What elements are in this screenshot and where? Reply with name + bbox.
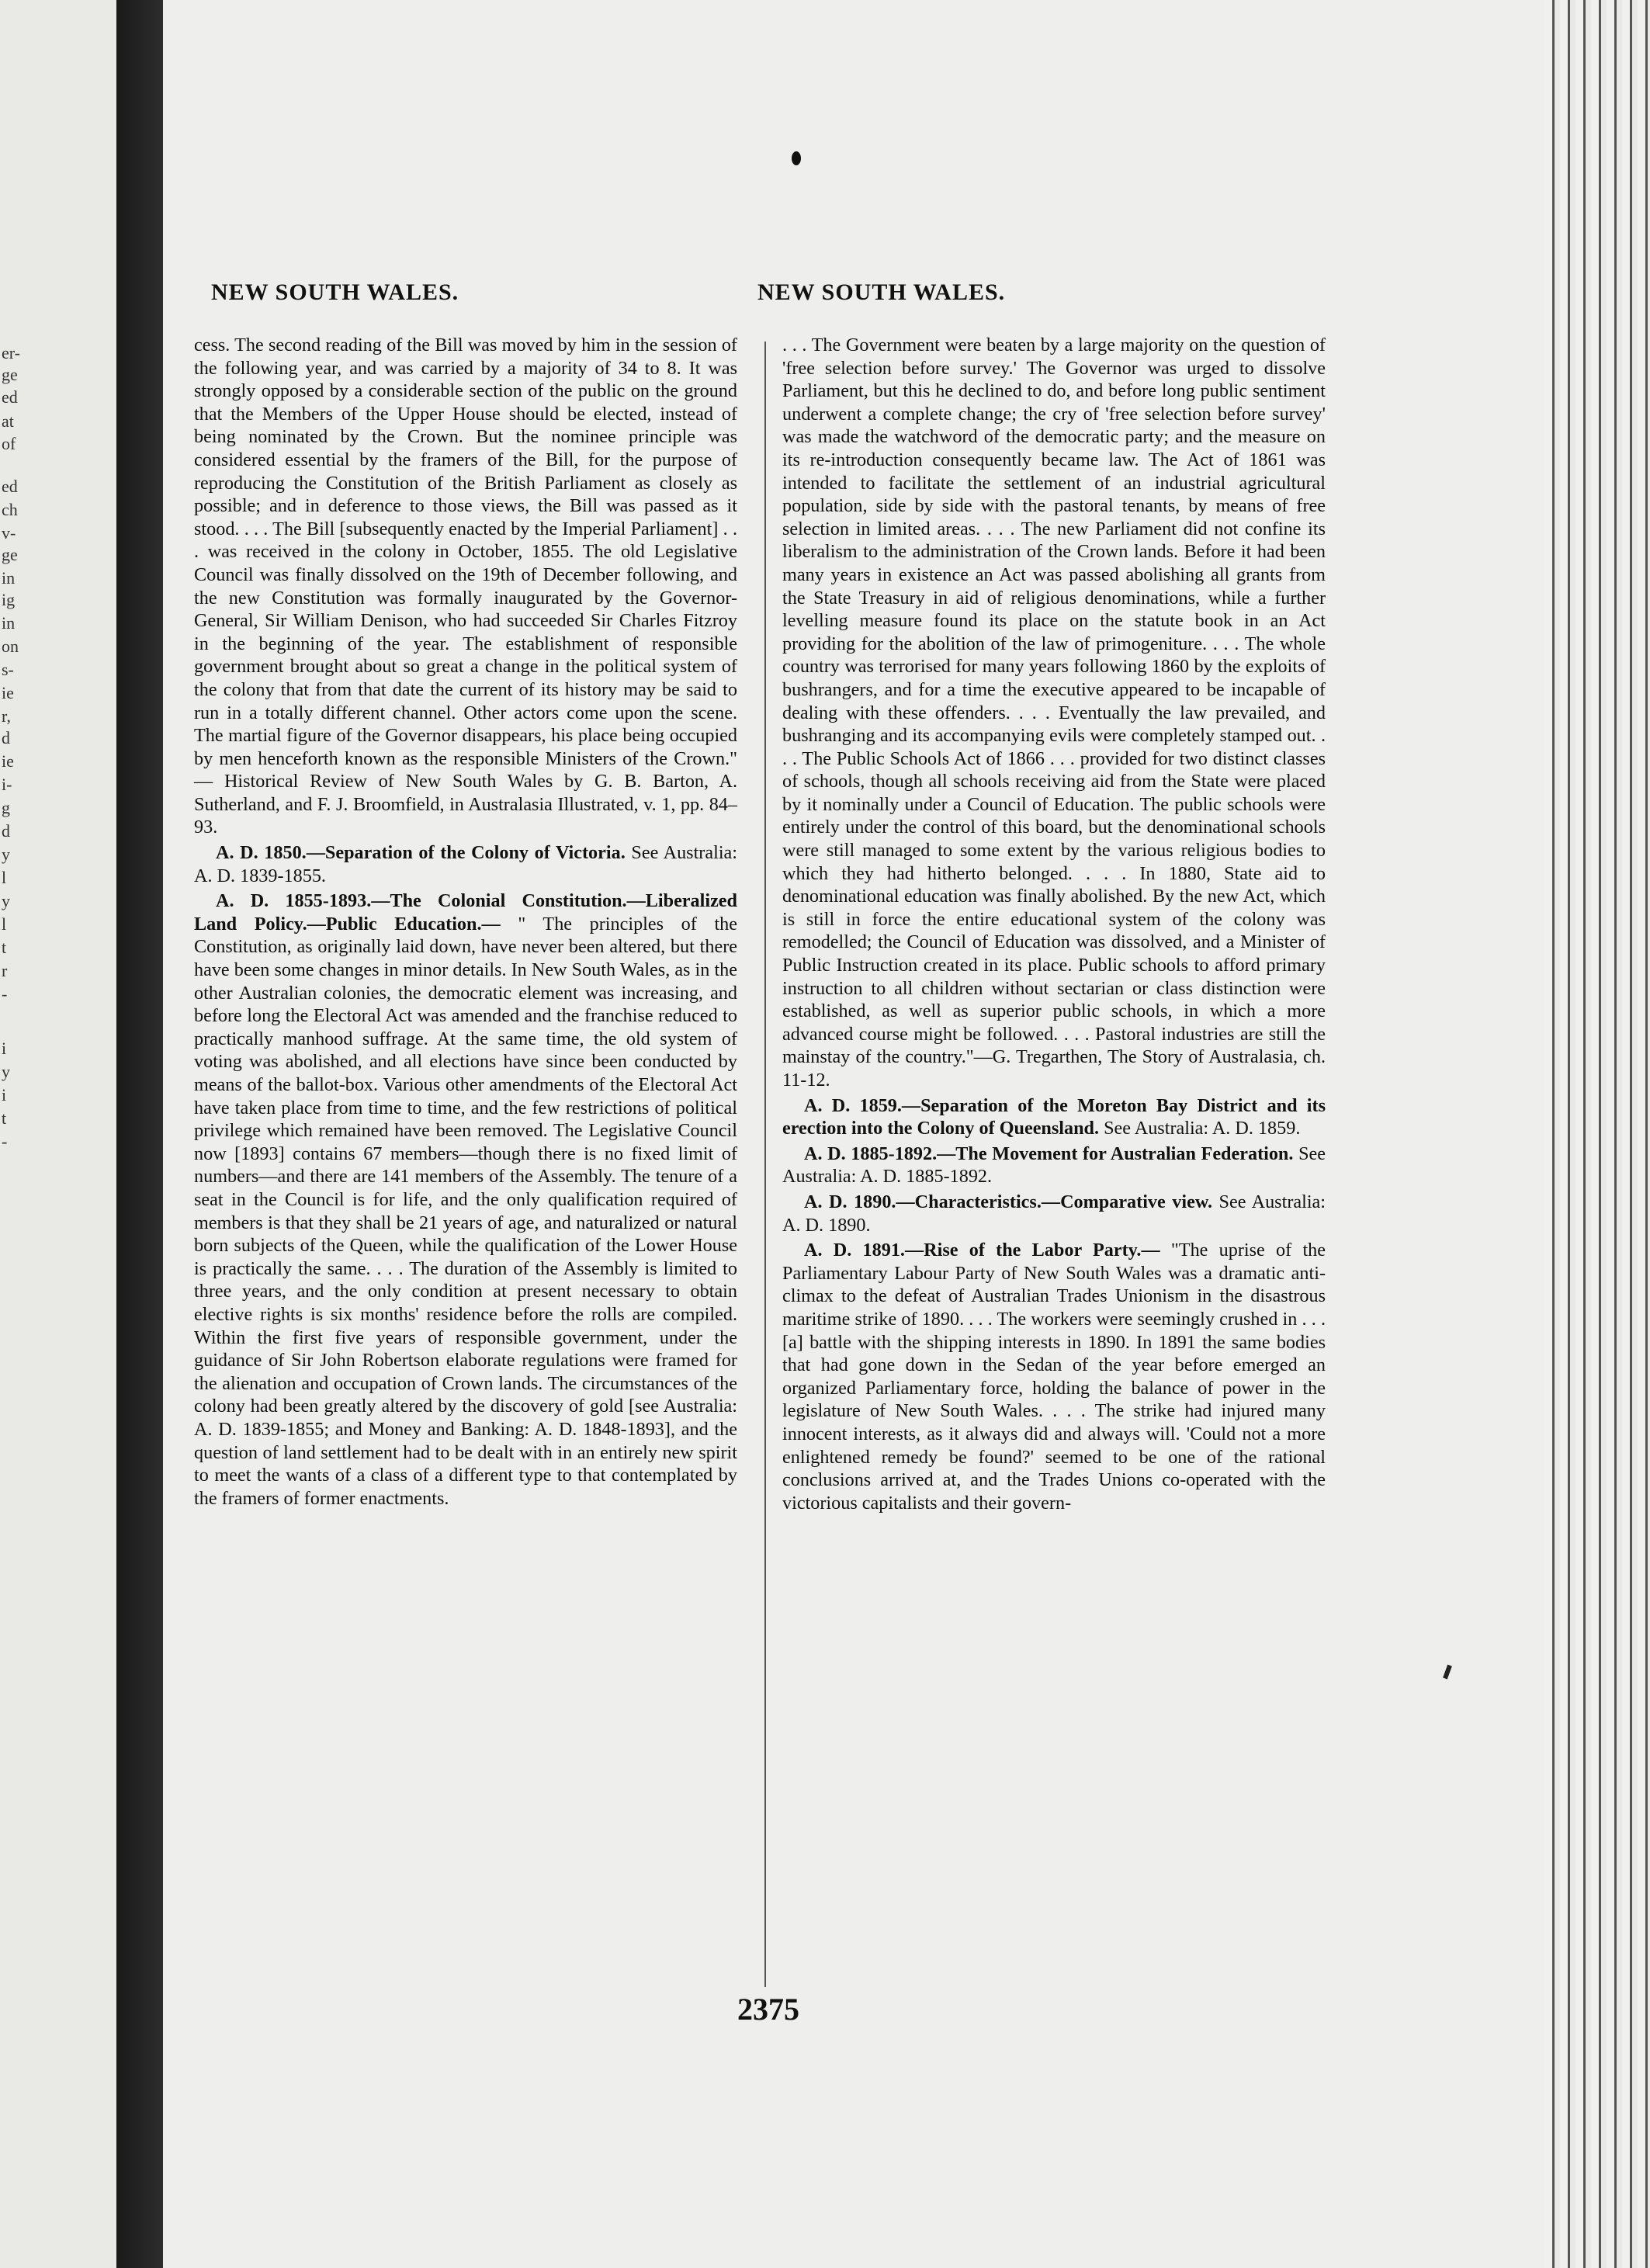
margin-fragment: r	[2, 961, 8, 980]
entry-text: " The principles of the Constitution, as originally laid down, have never been altered, but there have been some changes in minor details. In New South Wales, as in the other Australian colonies, the democratic element was increasing, and before long the Electoral Act was amended and the franchise reduced to practically manhood suffrage. At the same time, the old system of voting was abolished, and all elections have since been conducted by means of the ballot-box. Various other amendments of the Electoral Act have taken place from time to time, and the few restrictions of political privilege which remained have been removed. The Legislative Council now [1893] contains 67 members—though there is no fixed limit of numbers—and there are 141 members of the Assembly. The tenure of a seat in the Council is for life, and the only qualification required of members is that they shall be 21 years of age, and naturalized or natural born subjects of the Queen, while the qualification of the Lower House is practically the same. . . . The duration of the Assembly is limited to three years, and the only condition at present necessary to obtain elective rights is six months' residence before the rolls are compiled. Within the first five years of responsible government, under the guidance of Sir John Robertson elaborate regulations were framed for the alienation and occupation of Crown lands. The circumstances of the colony had been greatly altered by the discovery of gold [see Australia: A. D. 1839-1855; and Money and Banking: A. D. 1848-1893], and the question of land settlement had to be dealt with in an entirely new spirit to meet the wants of a class of a different type to that contemplated by the framers of former enactments.	[194, 913, 738, 1509]
margin-fragment: -	[2, 984, 8, 1004]
margin-fragment: v-	[2, 523, 16, 543]
margin-fragment: of	[2, 434, 16, 453]
entry-text: . . . The Government were beaten by a large majority on the question of 'free selection before survey.' The Governor was urged to dissolve Parliament, but this he declined to do, and before long public sentiment underwent a complete change; the cry of 'free selection before survey' was made the watchword of the democratic party; and the measure on its re-introduction consequently became law. The Act of 1861 was intended to facilitate the settlement of an industrial agricultural population, side by side with the pastoral tenants, by means of free selection in limited areas. . . . The new Parliament did not confine its liberalism to the administration of the Crown lands. Before it had been many years in existence an Act was passed abolishing all grants from the State Treasury in aid of religious denominations, while a further levelling measure found its place on the statute book in an Act providing for the abolition of the law of primogeniture. . . . The whole country was terrorised for many years following 1860 by the exploits of bushrangers, and for a time the executive appeared to be incapable of dealing with these offenders. . . . Eventually the law prevailed, and bushranging and its accompanying evils were completely stamped out. . . . The Public Schools Act of 1866 . . . provided for two distinct classes of schools, though all schools receiving aid from the State were placed by it nominally under a Council of Education. The public schools were entirely under the control of this board, but the denominational schools were still managed to some extent by the various religious bodies to which they had hitherto belonged. . . . In 1880, State aid to denominational education was finally abolished. By the new Act, which is still in force the entire educational system of the colony was remodelled; the Council of Education was dissolved, and a Minister of Public Instruction created in its place. Public schools to afford primary instruction to all children without sectarian or class distinction were established, as well as superior public schools, in which a more advanced course might be followed. . . . Pastoral industries are still the mainstay of the country."—G. Tregarthen, The Story of Australasia, ch. 11-12.	[782, 335, 1326, 1091]
entry-text: See Australia: A. D. 1859.	[1104, 1118, 1301, 1139]
left-page-margin	[0, 0, 116, 2268]
margin-fragment: -	[2, 1132, 8, 1151]
margin-fragment: ie	[2, 683, 14, 702]
margin-fragment: y	[2, 1062, 10, 1081]
margin-fragment: i	[2, 1085, 7, 1105]
margin-fragment: in	[2, 568, 16, 588]
paragraph	[782, 1094, 1326, 1140]
paragraph	[782, 1143, 1326, 1188]
margin-fragment: ed	[2, 387, 18, 407]
right-column	[782, 334, 1326, 1514]
margin-fragment: t	[2, 1108, 7, 1128]
margin-fragment: y	[2, 844, 10, 864]
running-header-left: NEW SOUTH WALES.	[211, 279, 459, 305]
margin-fragment: i-	[2, 775, 12, 794]
entry-text: See Australia: A. D. 1890.	[782, 1191, 1326, 1236]
left-column	[194, 334, 737, 1510]
margin-fragment: s-	[2, 660, 14, 679]
paragraph	[194, 890, 737, 1510]
margin-fragment: l	[2, 868, 7, 887]
margin-fragment: er-	[2, 343, 20, 362]
entry-heading: A. D. 1885-1892.—The Movement for Australian Federation.	[804, 1143, 1294, 1164]
margin-fragment: in	[2, 613, 16, 633]
margin-fragment: d	[2, 728, 10, 747]
entry-heading: A. D. 1850.—Separation of the Colony of Victoria.	[216, 842, 626, 864]
entry-text: See Australia: A. D. 1885-1892.	[782, 1143, 1326, 1188]
paragraph	[782, 1239, 1326, 1514]
margin-fragment: ig	[2, 590, 16, 609]
book-gutter	[116, 0, 163, 2268]
entry-text: "The uprise of the Parliamentary Labour Party of New South Wales was a dramatic anti-climax to the defeat of Australian Trades Unionism in the disastrous maritime strike of 1890. . . . The workers were seemingly crushed in . . . [a] battle with the shipping interests in 1890. In 1891 the same bodies that had gone down in the Sedan of the year before emerged an organized Parliamentary force, holding the balance of power in the legislature of New South Wales. . . . The strike had injured many innocent interests, as it always did and always will. 'Could not a more enlightened remedy be found?' seemed to be one of the rational conclusions arrived at, and the Trades Unions co-operated with the victorious capitalists and their govern-	[782, 1240, 1326, 1514]
margin-fragment: d	[2, 821, 10, 841]
margin-fragment: l	[2, 914, 7, 934]
entry-text: cess. The second reading of the Bill was moved by him in the session of the following year, and was carried by a majority of 34 to 8. It was strongly opposed by a considerable section of the public on the ground that the Members of the Upper House should be elected, instead of being nominated by the Crown. But the nominee principle was considered essential by the framers of the Bill, for the purpose of reproducing the Constitution of the British Parliament as closely as possible; and in deference to those views, the Bill was passed as it stood. . . . The Bill [subsequently enacted by the Imperial Parliament] . . . was received in the colony in October, 1855. The old Legislative Council was finally dissolved on the 19th of December following, and the new Constitution was formally inaugurated by the Governor-General, Sir William Denison, who had succeeded Sir Charles Fitzroy in the beginning of the year. The establishment of responsible government brought about so great a change in the political system of the colony that from that date the current of its history may be said to run in a totally different channel. Other actors come upon the scene. The martial figure of the Governor disappears, his place being occupied by men henceforth known as the responsible Ministers of the Crown." — Historical Review of New South Wales by G. B. Barton, A. Sutherland, and F. J. Broomfield, in Australasia Illustrated, v. 1, pp. 84–93.	[194, 335, 737, 838]
paragraph	[194, 841, 737, 887]
page-number: 2375	[737, 1992, 799, 2027]
page-edges	[1544, 0, 1650, 2268]
margin-fragment: ge	[2, 365, 18, 384]
column-divider	[764, 342, 766, 1987]
entry-heading: A. D. 1890.—Characteristics.—Comparative view.	[804, 1191, 1212, 1212]
paragraph	[782, 334, 1326, 1092]
margin-fragment: ed	[2, 477, 18, 496]
margin-fragment: i	[2, 1039, 7, 1058]
running-header-right: NEW SOUTH WALES.	[757, 279, 1006, 305]
margin-fragment: t	[2, 938, 7, 957]
entry-text: See Australia: A. D. 1839-1855.	[194, 842, 737, 886]
entry-heading: A. D. 1855-1893.—The Colonial Constitution.—Liberalized Land Policy.—Public Education.—	[194, 890, 737, 935]
margin-fragment: ge	[2, 545, 18, 564]
entry-heading: A. D. 1891.—Rise of the Labor Party.—	[804, 1240, 1160, 1261]
margin-fragment: y	[2, 891, 10, 910]
margin-fragment: at	[2, 411, 14, 431]
margin-fragment: g	[2, 798, 10, 817]
margin-fragment: r,	[2, 706, 11, 726]
margin-fragment: ie	[2, 751, 14, 771]
margin-fragment: on	[2, 636, 19, 656]
entry-heading: A. D. 1859.—Separation of the Moreton Bay District and its erection into the Colony of Queensland.	[782, 1094, 1326, 1139]
ink-dot	[792, 151, 801, 165]
margin-fragment: ch	[2, 500, 18, 519]
paragraph	[194, 334, 737, 839]
paragraph	[782, 1191, 1326, 1236]
